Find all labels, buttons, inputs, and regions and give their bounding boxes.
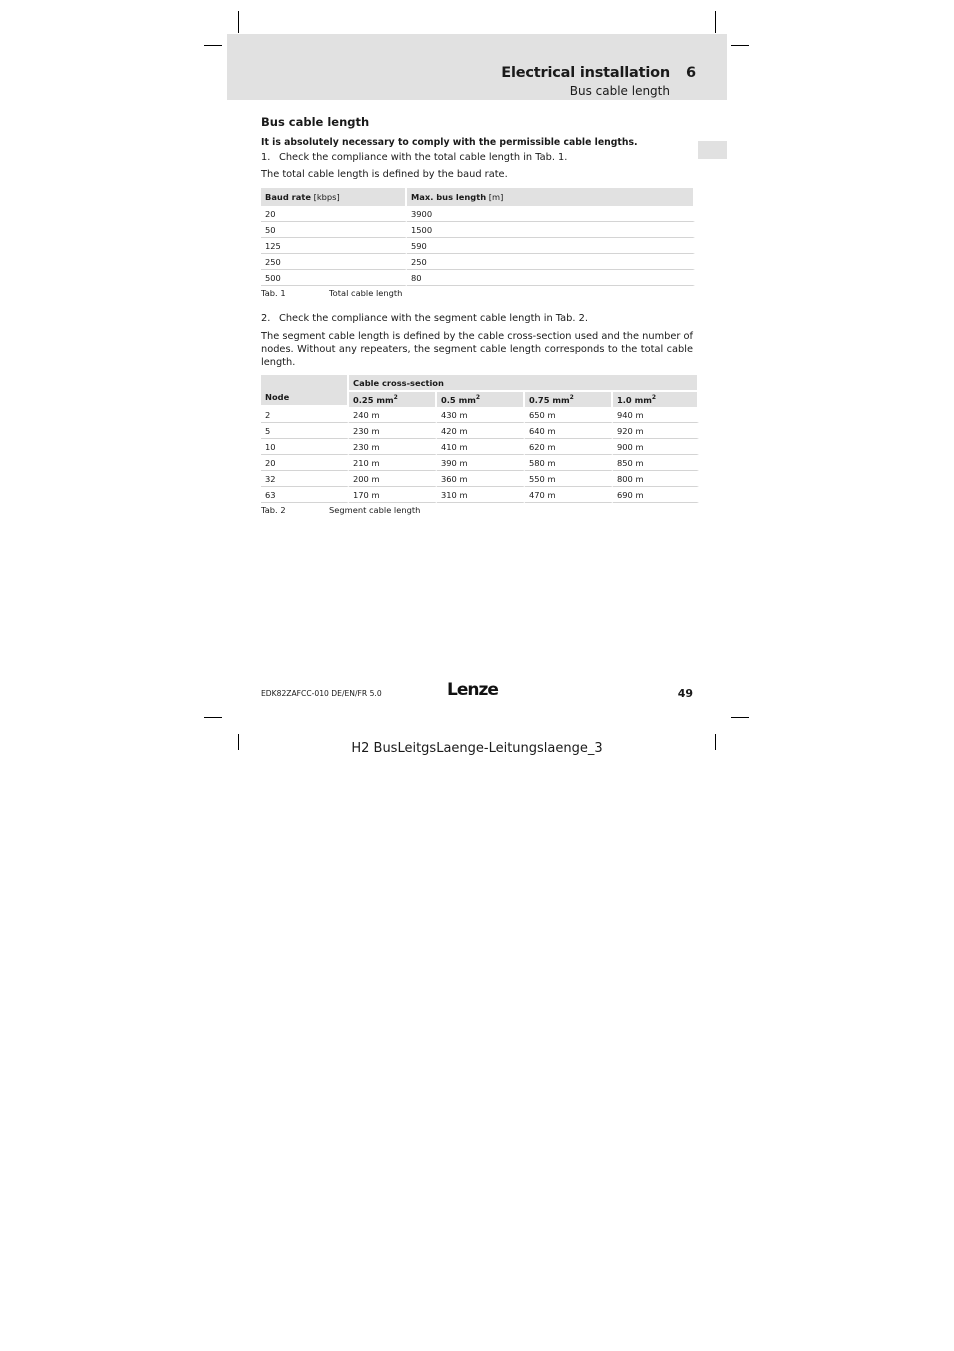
table-row: 250 250 <box>261 254 695 270</box>
step-1-note: The total cable length is defined by the baud rate. <box>261 169 508 180</box>
lenze-logo: Lenze <box>447 680 498 700</box>
column-header-cross-section: 0.75 $mm^2$ <box>525 392 613 407</box>
step-text: Check the compliance with the total cable length in Tab. 1. <box>279 152 568 163</box>
table-1-caption: Tab. 1 Total cable length <box>261 288 403 298</box>
table-row: 20 3900 <box>261 206 695 222</box>
column-header-cross-section: 0.5 $mm^2$ <box>437 392 525 407</box>
chapter-side-tab <box>698 141 727 159</box>
table-row: 125 590 <box>261 238 695 254</box>
table-row: 50 1500 <box>261 222 695 238</box>
step-1 <box>261 152 567 163</box>
warning-text: It is absolutely necessary to comply with the permissible cable lengths. <box>261 137 638 148</box>
section-title: Bus cable length <box>261 115 370 129</box>
step-2 <box>261 313 588 324</box>
table-row: 10 230 m 410 m 620 m 900 m <box>261 439 699 455</box>
table-row: 5 230 m 420 m 640 m 920 m <box>261 423 699 439</box>
column-header-cross-section: 0.25 $mm^2$ <box>349 392 437 407</box>
column-group-cable-cross-section: Cable cross-section <box>349 375 699 392</box>
chapter-title: Electrical installation <box>501 65 670 81</box>
page-number: 49 <box>677 687 693 700</box>
table-row: 63 170 m 310 m 470 m 690 m <box>261 487 699 503</box>
chapter-number: 6 <box>686 65 697 81</box>
crop-mark <box>204 45 222 46</box>
column-header-node: Node <box>261 375 349 407</box>
crop-mark <box>238 11 239 33</box>
table-row: 20 210 m 390 m 580 m 850 m <box>261 455 699 471</box>
column-header-max-bus-length: Max. bus length [m] <box>407 188 695 206</box>
section-subtitle: Bus cable length <box>569 84 670 98</box>
crop-mark <box>715 11 716 33</box>
table-row: 32 200 m 360 m 550 m 800 m <box>261 471 699 487</box>
table-2-caption: Tab. 2 Segment cable length <box>261 505 421 515</box>
table-row: 500 80 <box>261 270 695 286</box>
crop-mark <box>731 45 749 46</box>
total-cable-length-table <box>261 188 695 286</box>
segment-length-paragraph: The segment cable length is defined by the cable cross-section used and the number of nodes. Without any repeaters, the segment cable length corresponds to the total cable length. <box>261 331 693 368</box>
crop-mark <box>204 717 222 718</box>
segment-cable-length-table <box>261 375 699 503</box>
column-header-cross-section: 1.0 $mm^2$ <box>613 392 699 407</box>
crop-mark <box>731 717 749 718</box>
file-identifier: H2 BusLeitgsLaenge-Leitungslaenge_3 <box>351 741 603 756</box>
step-number: 1. <box>261 152 271 163</box>
document-id: EDK82ZAFCC-010 DE/EN/FR 5.0 <box>261 689 382 698</box>
column-header-baud-rate: Baud rate [kbps] <box>261 188 407 206</box>
table-row: 2 240 m 430 m 650 m 940 m <box>261 407 699 423</box>
step-number: 2. <box>261 313 271 324</box>
step-text: Check the compliance with the segment cable length in Tab. 2. <box>279 313 588 324</box>
